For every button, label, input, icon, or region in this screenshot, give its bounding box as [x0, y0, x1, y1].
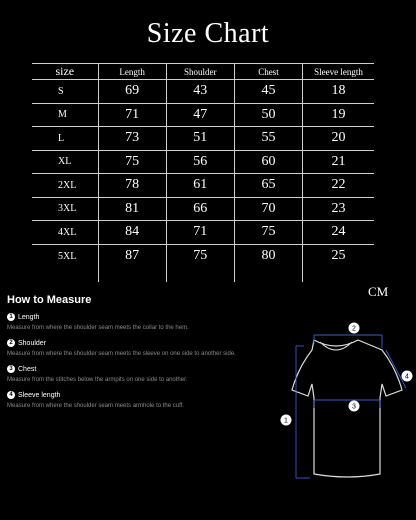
how-to-measure-heading: How to Measure: [7, 294, 92, 306]
step-number-badge: 1: [7, 313, 15, 321]
sleeve-cell: 19: [302, 103, 374, 127]
sleeve-cell: 22: [302, 174, 374, 198]
table-row: [32, 150, 374, 174]
header-shoulder: Shoulder: [166, 64, 234, 80]
chest-cell: 65: [234, 174, 302, 198]
step-number-badge: 2: [7, 339, 15, 347]
size-cell: XL: [32, 150, 98, 174]
shoulder-cell: 75: [166, 244, 234, 268]
chest-cell: 45: [234, 80, 302, 104]
table-blank-row: [32, 268, 374, 282]
blank-cell: [166, 268, 234, 282]
step-description: Measure from where the shoulder seam meets the sleeve on one side to another side.: [7, 351, 236, 357]
blank-cell: [98, 268, 166, 282]
chest-cell: 55: [234, 127, 302, 151]
table-header-row: [32, 64, 374, 80]
header-sleeve-length: Sleeve length: [302, 64, 374, 80]
measure-steps: [7, 313, 287, 417]
marker-2-label: 2: [352, 325, 356, 333]
chest-cell: 70: [234, 197, 302, 221]
shoulder-cell: 43: [166, 80, 234, 104]
step-number-badge: 4: [7, 391, 15, 399]
blank-cell: [234, 268, 302, 282]
marker-1-label: 1: [284, 417, 288, 425]
shoulder-cell: 47: [166, 103, 234, 127]
step-description: Measure from where the shoulder seam meets armhole to the cuff.: [7, 403, 184, 409]
list-item: [7, 339, 287, 365]
table-row: [32, 221, 374, 245]
table-row: [32, 103, 374, 127]
table-row: [32, 127, 374, 151]
table-row: [32, 80, 374, 104]
size-cell: 2XL: [32, 174, 98, 198]
marker-4-label: 4: [405, 373, 409, 381]
chest-cell: 50: [234, 103, 302, 127]
page-title: Size Chart: [146, 18, 270, 49]
size-chart-table: [32, 63, 374, 282]
marker-2: [349, 323, 360, 334]
table-row: [32, 197, 374, 221]
table-row: [32, 174, 374, 198]
length-cell: 75: [98, 150, 166, 174]
sleeve-measure-line: [386, 350, 406, 388]
chest-cell: 60: [234, 150, 302, 174]
blank-cell: [302, 268, 374, 282]
step-description: Measure from the stitches below the armpits on one side to another.: [7, 377, 188, 383]
sleeve-cell: 23: [302, 197, 374, 221]
header-size: size: [32, 64, 98, 80]
size-cell: 5XL: [32, 244, 98, 268]
step-description: Measure from where the shoulder seam meets the collar to the hem.: [7, 325, 189, 331]
shoulder-cell: 56: [166, 150, 234, 174]
length-cell: 78: [98, 174, 166, 198]
step-label: Sleeve length: [18, 391, 61, 399]
shoulder-cell: 71: [166, 221, 234, 245]
shoulder-cell: 51: [166, 127, 234, 151]
header-length: Length: [98, 64, 166, 80]
table-row: [32, 244, 374, 268]
sleeve-cell: 18: [302, 80, 374, 104]
size-cell: L: [32, 127, 98, 151]
size-cell: 3XL: [32, 197, 98, 221]
shoulder-cell: 66: [166, 197, 234, 221]
size-cell: M: [32, 103, 98, 127]
marker-3-label: 3: [352, 403, 356, 411]
length-cell: 81: [98, 197, 166, 221]
sleeve-cell: 25: [302, 244, 374, 268]
list-item: [7, 391, 287, 417]
step-label: Chest: [18, 365, 37, 373]
tshirt-outline: [292, 340, 402, 477]
length-cell: 84: [98, 221, 166, 245]
size-cell: 4XL: [32, 221, 98, 245]
chest-cell: 75: [234, 221, 302, 245]
size-cell: S: [32, 80, 98, 104]
length-cell: 69: [98, 80, 166, 104]
length-cell: 73: [98, 127, 166, 151]
step-label: Shoulder: [18, 339, 47, 347]
sleeve-cell: 24: [302, 221, 374, 245]
step-number-badge: 3: [7, 365, 15, 373]
length-cell: 71: [98, 103, 166, 127]
shoulder-cell: 61: [166, 174, 234, 198]
step-label: Length: [18, 313, 40, 321]
blank-cell: [32, 268, 98, 282]
header-chest: Chest: [234, 64, 302, 80]
tshirt-diagram: [276, 318, 416, 488]
list-item: [7, 365, 287, 391]
sleeve-cell: 20: [302, 127, 374, 151]
marker-1: [281, 415, 292, 426]
sleeve-cell: 21: [302, 150, 374, 174]
unit-label: CM: [368, 284, 389, 299]
list-item: [7, 313, 287, 339]
marker-3: [349, 401, 360, 412]
marker-4: [402, 371, 413, 382]
chest-cell: 80: [234, 244, 302, 268]
length-cell: 87: [98, 244, 166, 268]
